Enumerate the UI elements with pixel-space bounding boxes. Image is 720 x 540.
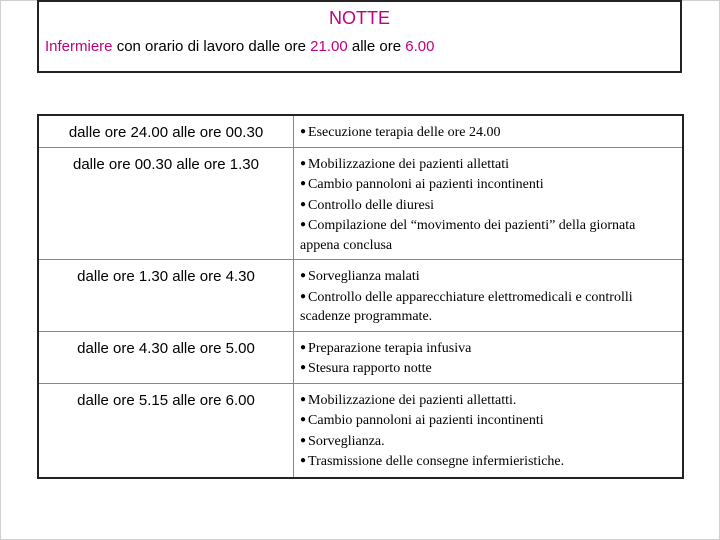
task-item (300, 174, 676, 195)
task-item (300, 266, 676, 287)
page-title: NOTTE (329, 8, 390, 28)
shift-description (45, 38, 434, 56)
task-list (294, 383, 684, 478)
schedule-row (38, 383, 683, 478)
task-item (300, 154, 676, 175)
task-text: Cambio pannoloni ai pazienti incontinenti (308, 413, 544, 428)
bullet-icon: ● (300, 126, 307, 137)
bullet-icon: ● (300, 270, 307, 281)
shift-start-time: 21.00 (310, 38, 348, 55)
shift-text-mid: con orario di lavoro dalle ore (112, 38, 311, 55)
bullet-icon: ● (300, 414, 307, 425)
task-list (294, 260, 684, 332)
task-item (300, 195, 676, 216)
task-text: Cambio pannoloni ai pazienti incontinenti (308, 177, 544, 192)
bullet-icon: ● (300, 219, 307, 230)
time-slot: dalle ore 5.15 alle ore 6.00 (38, 383, 294, 478)
task-text: Compilazione del “movimento dei pazienti” della giornata appena conclusa (300, 218, 636, 253)
task-item (300, 215, 676, 255)
task-text: Preparazione terapia infusiva (308, 340, 472, 356)
bullet-icon: ● (300, 362, 307, 373)
schedule-row (38, 115, 683, 147)
bullet-icon: ● (300, 434, 307, 446)
task-text: Trasmissione delle consegne infermieristiche. (308, 454, 565, 469)
time-slot: dalle ore 1.30 alle ore 4.30 (38, 260, 294, 332)
task-item (300, 122, 676, 143)
task-text: Controllo delle diuresi (308, 197, 435, 213)
bullet-icon: ● (300, 157, 307, 169)
time-slot: dalle ore 00.30 alle ore 1.30 (38, 147, 294, 260)
bullet-icon: ● (300, 198, 307, 210)
shift-text-between: alle ore (347, 38, 406, 55)
task-list (294, 147, 684, 260)
task-item (300, 358, 676, 379)
task-text: Controllo delle apparecchiature elettromedicali e controlli scadenze programmate. (300, 289, 633, 324)
header-box (37, 0, 682, 73)
bullet-icon: ● (300, 455, 307, 466)
role-label: Infermiere (45, 38, 113, 55)
task-item (300, 338, 676, 359)
bullet-icon: ● (300, 393, 307, 405)
task-item (300, 390, 676, 411)
schedule-table (37, 114, 684, 479)
task-item (300, 287, 676, 327)
bullet-icon: ● (300, 341, 307, 353)
task-text: Mobilizzazione dei pazienti allettati (308, 156, 510, 172)
schedule-body (38, 115, 683, 478)
bullet-icon: ● (300, 178, 307, 189)
task-list (294, 115, 684, 147)
task-item (300, 431, 676, 452)
task-item (300, 410, 676, 431)
task-text: Esecuzione terapia delle ore 24.00 (308, 125, 501, 140)
task-text: Sorveglianza malati (308, 269, 420, 284)
schedule-row (38, 260, 683, 332)
task-text: Stesura rapporto notte (308, 361, 432, 376)
schedule-row (38, 147, 683, 260)
time-slot: dalle ore 24.00 alle ore 00.30 (38, 115, 294, 147)
schedule-row (38, 331, 683, 383)
task-item (300, 451, 676, 472)
task-text: Mobilizzazione dei pazienti allettatti. (308, 392, 517, 408)
time-slot: dalle ore 4.30 alle ore 5.00 (38, 331, 294, 383)
shift-end-time: 6.00 (405, 38, 435, 55)
task-text: Sorveglianza. (308, 433, 385, 449)
bullet-icon: ● (300, 290, 307, 302)
task-list (294, 331, 684, 383)
